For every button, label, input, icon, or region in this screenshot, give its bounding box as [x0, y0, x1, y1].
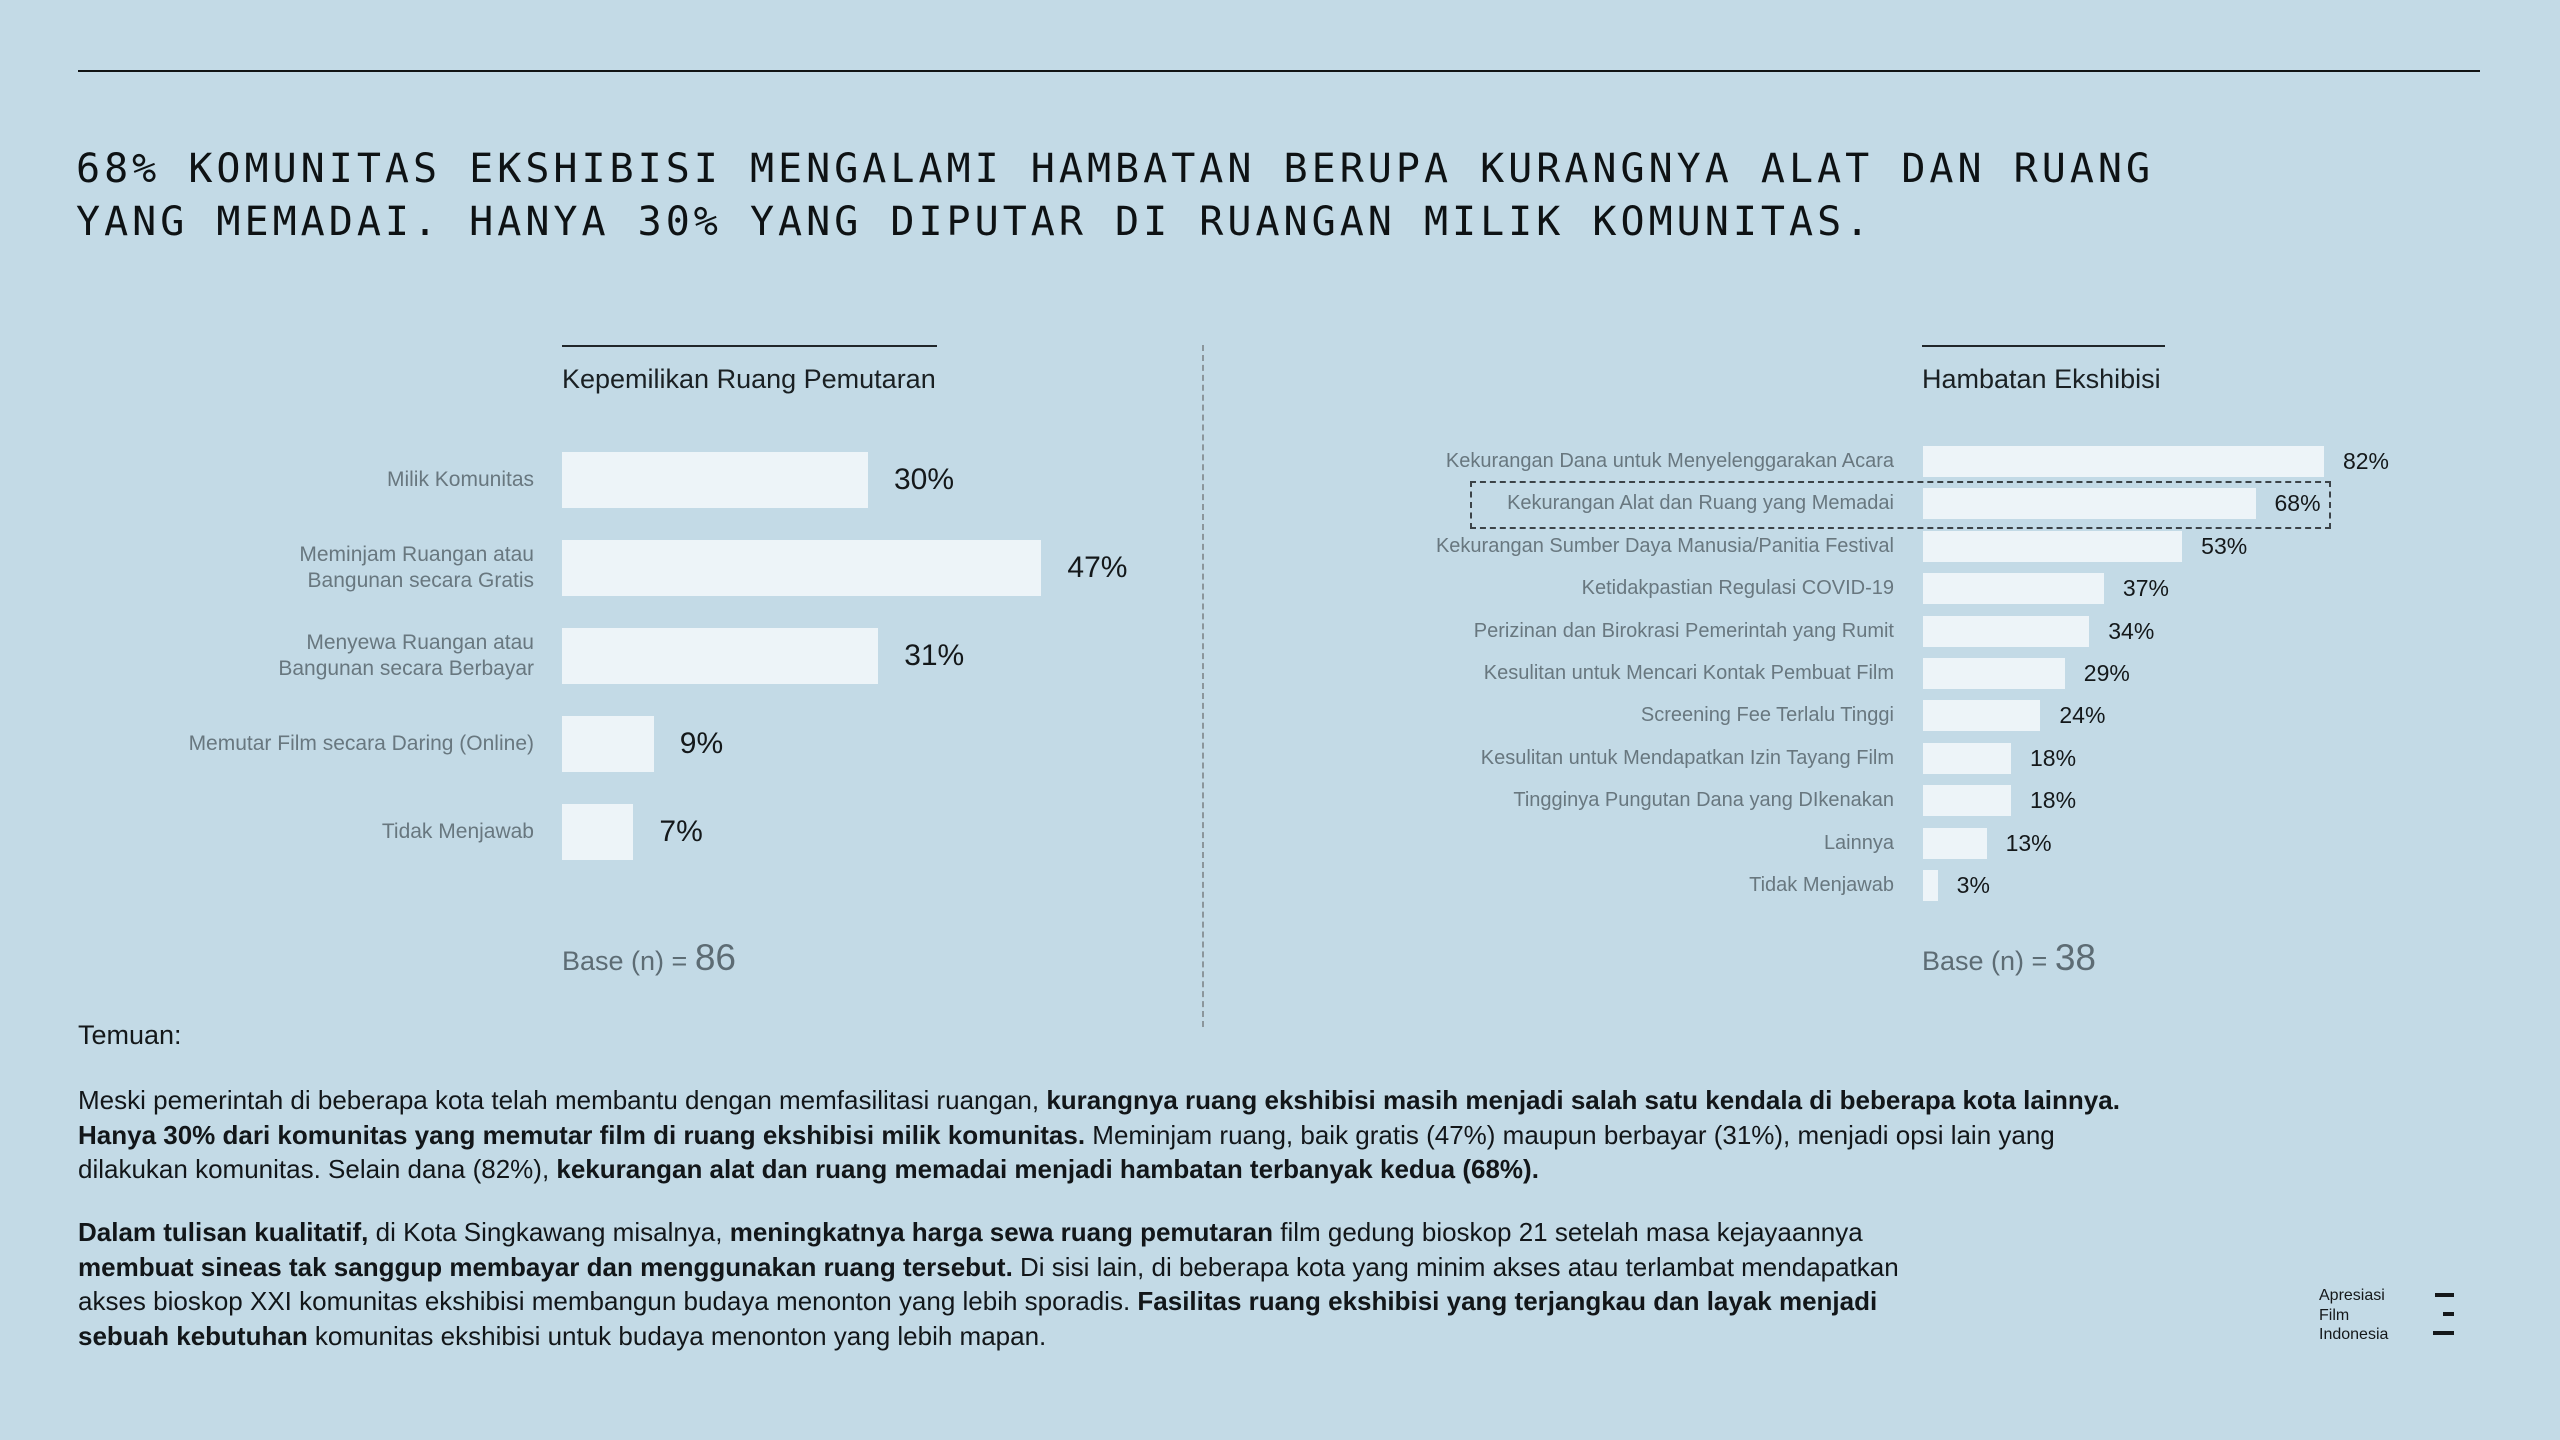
- findings-text: akses bioskop XXI komunitas ekshibisi membangun budaya menonton yang lebih sporadis.: [78, 1286, 1138, 1316]
- value-label: 34%: [2108, 617, 2155, 644]
- afi-logo: [2319, 1286, 2454, 1350]
- bar: [1923, 488, 2256, 519]
- findings-paragraph-1: [78, 1083, 2498, 1187]
- category-label: Memutar Film secara Daring (Online): [188, 732, 534, 755]
- logo-text-line: Film: [2319, 1306, 2350, 1324]
- logo-marks-icon: [2432, 1286, 2454, 1350]
- chart-row: [1394, 531, 2554, 562]
- category-label: Tingginya Pungutan Dana yang DIkenakan: [1513, 789, 1894, 812]
- value-label: 24%: [2059, 702, 2106, 729]
- top-rule: [78, 70, 2480, 72]
- category-label: Kesulitan untuk Mendapatkan Izin Tayang Film: [1480, 746, 1894, 769]
- value-label: 18%: [2030, 744, 2077, 771]
- bar: [1923, 828, 1987, 859]
- bar: [562, 452, 868, 508]
- value-label: 82%: [2342, 448, 2390, 474]
- findings-bold-text: membuat sineas tak sanggup membayar dan menggunakan ruang tersebut.: [78, 1251, 1013, 1282]
- value-label: 47%: [1067, 551, 1128, 584]
- chart-row: [1394, 870, 2554, 901]
- headline-line-1: 68% KOMUNITAS EKSHIBISI MENGALAMI HAMBATAN BERUPA KURANGNYA ALAT DAN RUANG: [76, 146, 2155, 192]
- category-label: Kesulitan untuk Mencari Kontak Pembuat Film: [1483, 661, 1894, 684]
- value-label: 53%: [2201, 532, 2248, 559]
- findings-bold-text: Fasilitas ruang ekshibisi yang terjangkau dan layak menjadi: [1137, 1286, 1878, 1316]
- findings-text: Meminjam ruang, baik gratis (47%) maupun berbayar (31%), menjadi opsi lain yang: [1085, 1119, 2055, 1150]
- findings-bold-text: kurangnya ruang ekshibisi masih menjadi salah satu kendala di beberapa kota lainnya.: [1046, 1085, 2120, 1115]
- bar: [1923, 573, 2104, 604]
- chart-row: [1394, 616, 2554, 647]
- bar: [1923, 446, 2324, 477]
- chart-row: [170, 540, 1380, 596]
- headline-line-2: YANG MEMADAI. HANYA 30% YANG DIPUTAR DI RUANGAN MILIK KOMUNITAS.: [76, 199, 1874, 245]
- value-label: 3%: [1956, 871, 1990, 898]
- value-label: 13%: [2005, 829, 2052, 856]
- value-label: 30%: [894, 463, 955, 496]
- base-label: Base (n) =: [562, 946, 688, 976]
- category-label: Kekurangan Dana untuk Menyelenggarakan Acara: [1445, 450, 1894, 472]
- bar: [1923, 616, 2089, 647]
- chart-row: [1394, 446, 2554, 477]
- chart-row: [1394, 488, 2554, 519]
- value-label: 37%: [2122, 575, 2169, 602]
- category-label: Lainnya: [1823, 831, 1894, 854]
- bar: [562, 628, 878, 684]
- bar: [1923, 658, 2065, 689]
- bar: [1923, 870, 1938, 901]
- value-label: 31%: [904, 639, 965, 672]
- vertical-dashed-divider: [1202, 345, 1204, 1027]
- headline: [76, 143, 2154, 249]
- findings-text: Meski pemerintah di beberapa kota telah membantu dengan memfasilitasi ruangan,: [78, 1085, 1047, 1115]
- findings-text: dilakukan komunitas. Selain dana (82%),: [78, 1154, 557, 1184]
- findings-text: di Kota Singkawang misalnya,: [368, 1217, 730, 1247]
- chart-row: [1394, 573, 2554, 604]
- chart-row: [1394, 700, 2554, 731]
- value-label: 29%: [2083, 659, 2130, 686]
- chart-row: [1394, 743, 2554, 774]
- chart-row: [1394, 828, 2554, 859]
- chart-rows: [1394, 446, 2554, 912]
- bar: [1923, 531, 2182, 562]
- category-label: Screening Fee Terlalu Tinggi: [1640, 704, 1894, 727]
- bar: [1923, 700, 2040, 731]
- logo-text-line: Indonesia: [2319, 1326, 2389, 1343]
- category-label: Perizinan dan Birokrasi Pemerintah yang Rumit: [1473, 619, 1894, 642]
- category-label: Tidak Menjawab: [381, 820, 534, 843]
- findings-text: Di sisi lain, di beberapa kota yang minim akses atau terlambat mendapatkan: [1012, 1251, 1899, 1282]
- bar: [562, 540, 1041, 596]
- findings-bold-text: Hanya 30% dari komunitas yang memutar film di ruang ekshibisi milik komunitas.: [78, 1119, 1086, 1150]
- logo-dash-icon: [2435, 1293, 2454, 1297]
- category-label: Milik Komunitas: [386, 468, 534, 491]
- logo-text-line: Apresiasi: [2319, 1287, 2385, 1304]
- chart-row: [170, 452, 1380, 508]
- category-label: Meminjam Ruangan atau Bangunan secara Gratis: [299, 543, 534, 592]
- category-label: Ketidakpastian Regulasi COVID-19: [1581, 577, 1894, 600]
- base-n: [562, 937, 736, 979]
- chart-row: [170, 628, 1380, 684]
- findings-paragraph-2: [78, 1215, 2498, 1353]
- findings-bold-text: sebuah kebutuhan: [78, 1320, 308, 1351]
- findings-text: komunitas ekshibisi untuk budaya menonton yang lebih mapan.: [307, 1320, 1047, 1351]
- logo-dash-icon: [2433, 1331, 2454, 1335]
- bar: [1923, 743, 2011, 774]
- findings-bold-text: meningkatnya harga sewa ruang pemutaran: [729, 1217, 1273, 1247]
- bar: [1923, 785, 2011, 816]
- chart-rows: [170, 452, 1380, 892]
- findings-bold-text: Dalam tulisan kualitatif,: [78, 1217, 369, 1247]
- category-label: Tidak Menjawab: [1749, 873, 1894, 896]
- findings-bold-text: kekurangan alat dan ruang memadai menjadi hambatan terbanyak kedua (68%).: [556, 1154, 1539, 1184]
- base-value: 38: [2054, 937, 2096, 978]
- chart-row: [1394, 785, 2554, 816]
- category-label: Kekurangan Alat dan Ruang yang Memadai: [1507, 492, 1894, 515]
- value-label: 68%: [2274, 490, 2321, 517]
- chart-row: [170, 804, 1380, 860]
- base-value: 86: [694, 937, 736, 978]
- value-label: 9%: [679, 727, 724, 760]
- chart-title: Kepemilikan Ruang Pemutaran: [562, 345, 937, 395]
- category-label: Kekurangan Sumber Daya Manusia/Panitia Festival: [1435, 534, 1894, 557]
- findings-label: Temuan:: [78, 1020, 182, 1050]
- category-label: Menyewa Ruangan atau Bangunan secara Berbayar: [278, 631, 534, 680]
- chart-row: [1394, 658, 2554, 689]
- value-label: 7%: [659, 815, 703, 848]
- findings-text: film gedung bioskop 21 setelah masa kejayaannya: [1273, 1217, 1863, 1247]
- bar: [562, 804, 633, 860]
- chart-title: Hambatan Ekshibisi: [1922, 345, 2165, 395]
- chart-row: [170, 716, 1380, 772]
- logo-text: [2319, 1286, 2388, 1350]
- value-label: 18%: [2030, 787, 2077, 814]
- logo-dash-icon: [2443, 1312, 2454, 1316]
- base-label: Base (n) =: [1922, 946, 2048, 976]
- base-n: [1922, 937, 2096, 979]
- bar: [562, 716, 654, 772]
